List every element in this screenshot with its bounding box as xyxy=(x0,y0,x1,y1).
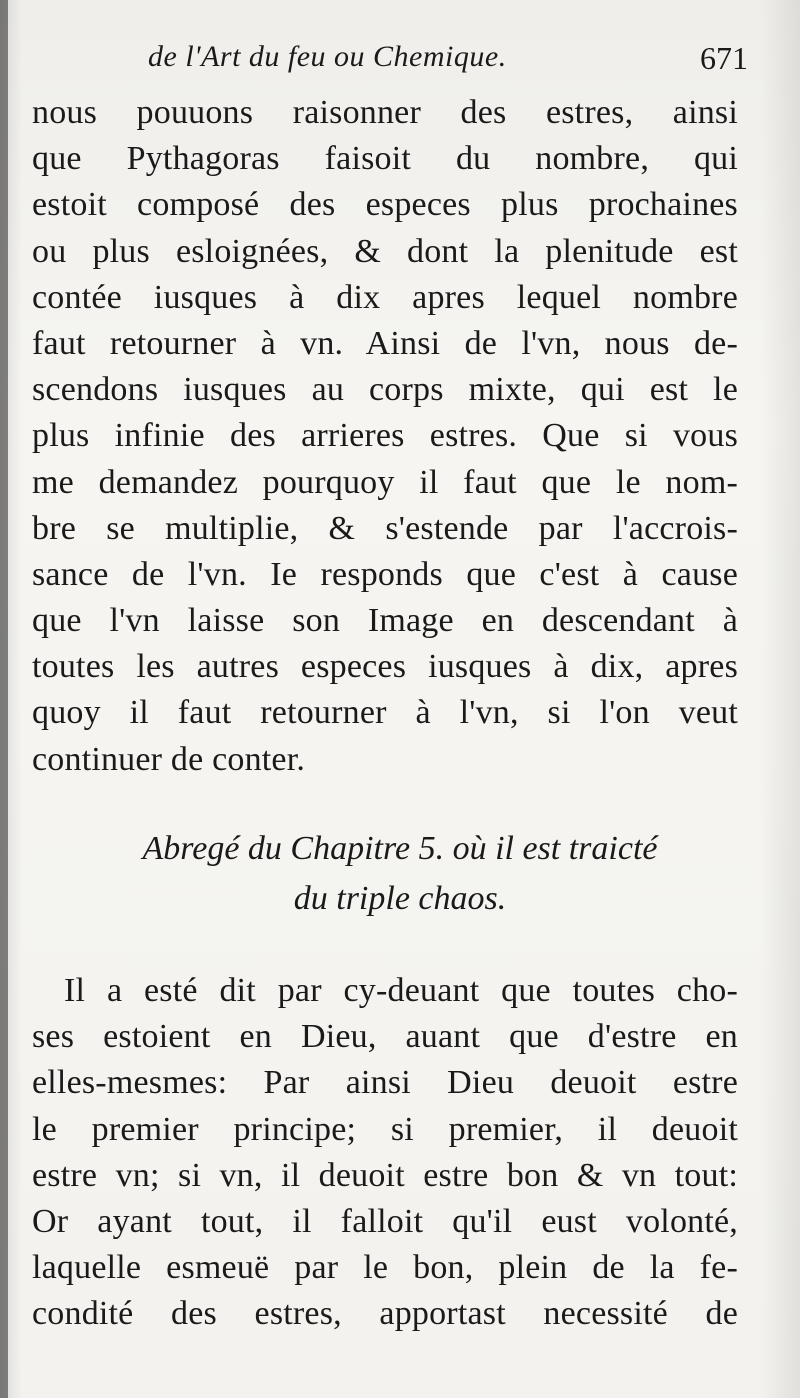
text-line: bre se multiplie, & s'estende par l'accrois- xyxy=(32,509,738,547)
text-line: ou plus esloignées, & dont la plenitude est xyxy=(32,232,738,270)
text-line: Il a esté dit par cy-deuant que toutes cho- xyxy=(64,972,738,1009)
section-title-line-2: du triple chaos. xyxy=(293,880,507,917)
text-line: ses estoient en Dieu, auant que d'estre en xyxy=(32,1018,738,1056)
text-line: faut retourner à vn. Ainsi de l'vn, nous de- xyxy=(32,324,738,362)
text-line: Or ayant tout, il falloit qu'il eust volonté, xyxy=(32,1202,738,1240)
page-number: 671 xyxy=(700,40,748,76)
text-line: condité des estres, apportast necessité de xyxy=(32,1295,738,1333)
text-line: le premier principe; si premier, il deuoit xyxy=(32,1110,738,1148)
page-gutter-shadow xyxy=(0,0,8,1398)
text-line: laquelle esmeuë par le bon, plein de la fe- xyxy=(32,1249,738,1287)
running-title: de l'Art du feu ou Chemique. xyxy=(148,40,507,73)
text-line: plus infinie des arrieres estres. Que si vous xyxy=(32,417,738,455)
text-line: que Pythagoras faisoit du nombre, qui xyxy=(32,140,738,178)
text-line: sance de l'vn. Ie responds que c'est à cause xyxy=(32,555,738,593)
text-line: contée iusques à dix apres lequel nombre xyxy=(32,278,738,316)
section-title-line-1: Abregé du Chapitre 5. où il est traicté xyxy=(142,830,658,867)
text-line: que l'vn laisse son Image en descendant à xyxy=(32,602,738,640)
body-text-bottom xyxy=(32,968,738,1338)
text-line: estoit composé des especes plus prochaines xyxy=(32,186,738,224)
text-line: continuer de conter. xyxy=(32,740,306,778)
text-line: toutes les autres especes iusques à dix, apres xyxy=(32,648,738,686)
text-line: scendons iusques au corps mixte, qui est le xyxy=(32,371,738,409)
text-line: estre vn; si vn, il deuoit estre bon & vn tout: xyxy=(32,1156,738,1194)
text-line: me demandez pourquoy il faut que le nom- xyxy=(32,463,738,501)
text-line: quoy il faut retourner à l'vn, si l'on veut xyxy=(32,694,738,732)
page-header xyxy=(148,40,748,90)
text-line: elles-mesmes: Par ainsi Dieu deuoit estre xyxy=(32,1064,738,1102)
text-line: nous pouuons raisonner des estres, ainsi xyxy=(32,94,738,131)
body-text-top xyxy=(32,90,738,783)
